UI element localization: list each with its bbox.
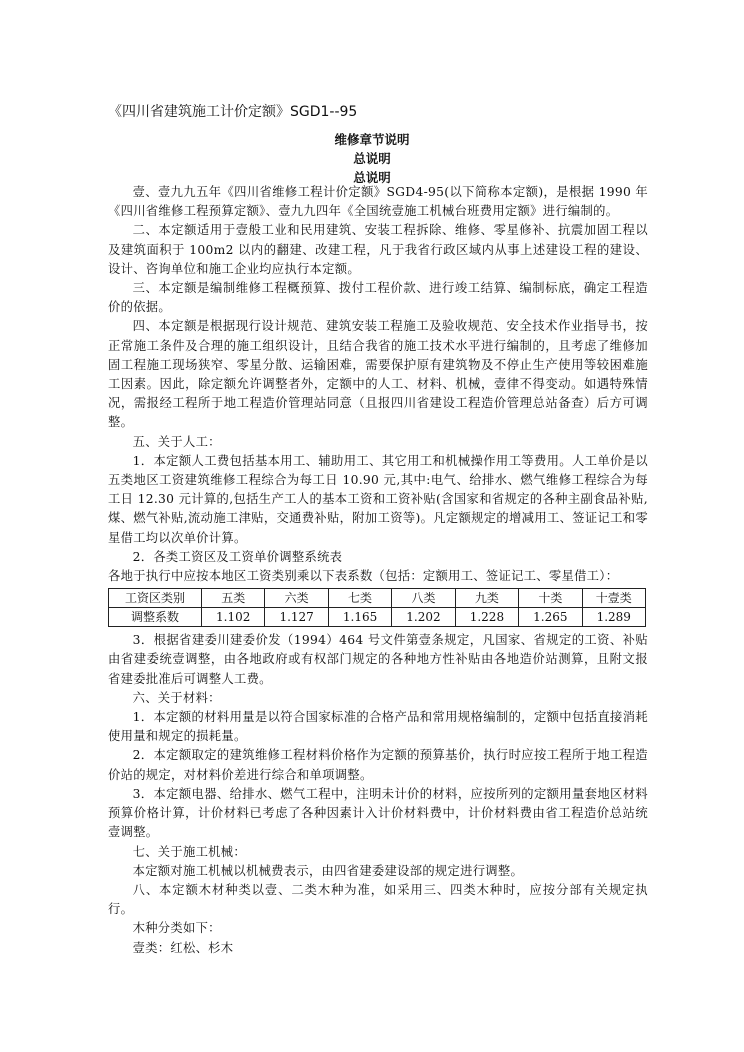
table-cell: 1.127 [265, 608, 328, 627]
paragraph: 2．各类工资区及工资单价调整系统表 [132, 549, 343, 564]
table-header-cell: 十类 [519, 589, 582, 608]
paragraph: 八、本定额木材种类以壹、二类木种为准，如采用三、四类木种时，应按分部有关规定执行。 [108, 882, 648, 917]
section-heading: 维修章节说明 [334, 132, 410, 147]
paragraph: 四、本定额是根据现行设计规范、建筑安装工程施工及验收规范、安全技术作业指导书，按正常施工条件及合理的施工组织设计，且结合我省的施工技术水平进行编制的，且考虑了维修加固工程施工现场狭窄、零星分散、运输困难，需要保护原有建筑物及不停止生产使用等较困难施工因素。因此，除定额允许调整者外，定额中的人工、材料、机械，壹律不得变动。如遇特殊情况，需报经工程所于地工程造价管理站同意（且报四川省建设工程造价管理总站备查）后方可调整。 [108, 319, 648, 430]
table-cell: 1.228 [455, 608, 518, 627]
paragraph: 3．根据省建委川建委价发（1994）464 号文件第壹条规定，凡国家、省规定的工资、补贴由省建委统壹调整，由各地政府或有权部门规定的各种地方性补贴由各地造价站测算，且附文报省建委批准后可调整人工费。 [108, 633, 648, 686]
table-row [109, 608, 646, 627]
table-caption: 各地于执行中应按本地区工资类别乘以下表系数（包括：定额用工、签证记工、零星借工）： [108, 569, 619, 584]
table-header-cell: 十壹类 [582, 589, 645, 608]
general-notes-heading: 总说明 [353, 151, 391, 166]
paragraph: 三、本定额是编制维修工程概预算、拨付工程价款、进行竣工结算、编制标底，确定工程造价的依据。 [108, 281, 648, 315]
body-text [108, 183, 648, 958]
table-header-cell: 九类 [455, 589, 518, 608]
paragraph: 壹类：红松、杉木 [132, 940, 234, 955]
paragraph: 壹、壹九九五年《四川省维修工程计价定额》SGD4-95(以下简称本定额)，是根据 1990 年《四川省维修工程预算定额》、壹九九四年《全国统壹施工机械台班费用定额》进行编制的。 [108, 185, 648, 219]
table-cell: 1.202 [392, 608, 455, 627]
paragraph: 2．本定额取定的建筑维修工程材料价格作为定额的预算基价，执行时应按工程所于地工程造价站的规定，对材料价差进行综合和单项调整。 [108, 748, 648, 782]
paragraph: 五、关于人工： [132, 434, 221, 449]
paragraph: 本定额对施工机械以机械费表示，由四省建委建设部的规定进行调整。 [132, 863, 524, 878]
table-cell: 1.165 [328, 608, 391, 627]
table-header-cell: 六类 [265, 589, 328, 608]
table-header-cell: 工资区类别 [109, 589, 202, 608]
paragraph: 3．本定额电器、给排水、燃气工程中，注明未计价的材料，应按所列的定额用量套地区材料预算价格计算，计价材料已考虑了各种因素计入计价材料费中，计价材料费由省工程造价总站统壹调整。 [108, 786, 648, 840]
table-cell: 1.102 [202, 608, 265, 627]
table-header-cell: 八类 [392, 589, 455, 608]
table-header-row [109, 589, 646, 608]
paragraph: 六、关于材料： [132, 690, 221, 705]
table-cell: 1.265 [519, 608, 582, 627]
general-notes-subheading: 总说明 [353, 170, 391, 185]
table-cell: 1.289 [582, 608, 645, 627]
paragraph: 1．本定额人工费包括基本用工、辅助用工、其它用工和机械操作用工等费用。人工单价是以五类地区工资建筑维修工程综合为每工日 10.90 元,其中:电气、给排水、燃气维修工程综合为每工日 12.30 元计算的,包括生产工人的基本工资和工资补贴(含国家和省规定的各种主副食品补贴,煤、燃气补贴,流动施工津贴，交通费补贴，附加工资等)。凡定额规定的增减用工、签证记工和零星借工均以次单价计算。 [108, 453, 648, 545]
table-header-cell: 五类 [202, 589, 265, 608]
paragraph: 二、本定额适用于壹般工业和民用建筑、安装工程拆除、维修、零星修补、抗震加固工程以及建筑面积于 100m2 以内的翻建、改建工程，凡于我省行政区域内从事上述建设工程的建设、设计、咨询单位和施工企业均应执行本定额。 [108, 223, 648, 276]
paragraph: 七、关于施工机械： [132, 844, 246, 859]
table-cell: 调整系数 [109, 608, 202, 627]
paragraph: 木种分类如下： [132, 921, 221, 936]
document-title: 《四川省建筑施工计价定额》SGD1--95 [108, 104, 358, 120]
table-header-cell: 七类 [328, 589, 391, 608]
paragraph: 1．本定额的材料用量是以符合国家标准的合格产品和常用规格编制的，定额中包括直接消耗使用量和规定的损耗量。 [108, 710, 648, 744]
wage-coefficient-table [108, 588, 646, 627]
